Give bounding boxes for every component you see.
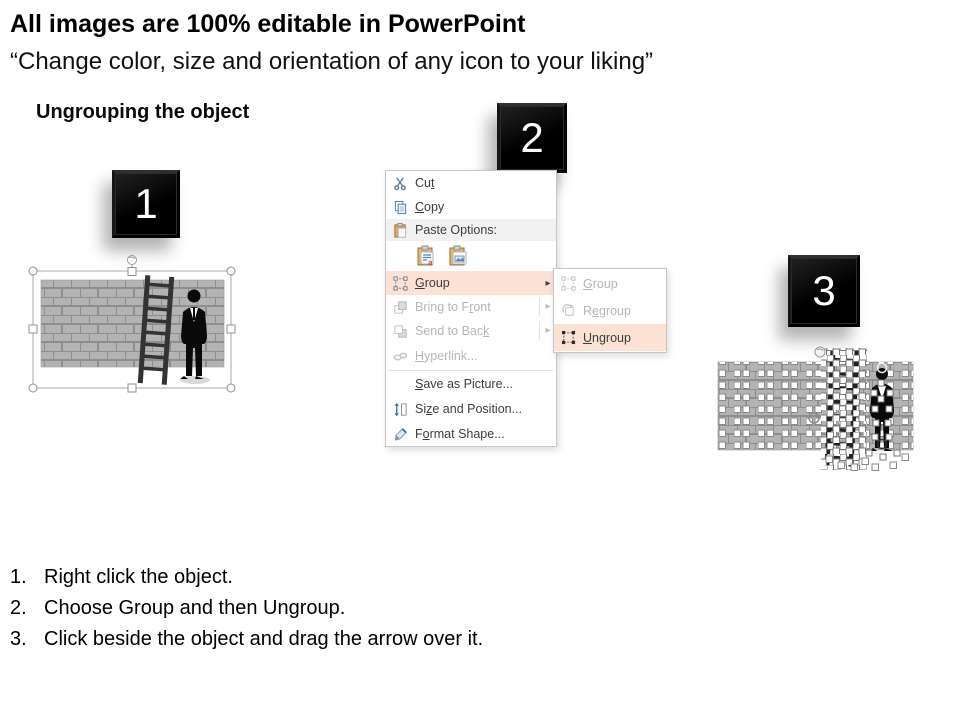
group-icon (391, 275, 409, 291)
instruction-item (10, 566, 483, 589)
send-to-back-submenu-arrow-icon: ▸ (539, 322, 556, 340)
context-menu (385, 170, 557, 447)
instruction-list (10, 566, 483, 659)
instruction-item (10, 597, 483, 620)
instruction-text: Choose Group and then Ungroup. (44, 597, 346, 619)
instruction-number: 2. (10, 597, 27, 619)
send-to-back-icon (391, 323, 409, 339)
save-as-picture-icon (391, 376, 409, 392)
instruction-item (10, 628, 483, 651)
paste-icon (391, 222, 409, 238)
bring-to-front-submenu-arrow-icon: ▸ (539, 298, 556, 316)
menu-item-save-as-picture[interactable]: Save as Picture... (386, 372, 556, 396)
submenu-item-regroup: Regroup (554, 297, 666, 324)
rotation-handle[interactable] (128, 256, 137, 269)
paste-as-picture-button[interactable] (447, 244, 471, 268)
menu-item-cut[interactable]: Cut (386, 171, 556, 195)
cut-icon (391, 175, 409, 191)
step-3-badge: 3 (788, 255, 860, 327)
menu-item-group[interactable]: Group ▸ (386, 271, 556, 295)
ungrouped-object-image[interactable] (710, 344, 922, 478)
instruction-number: 3. (10, 628, 27, 650)
step-1-badge: 1 (112, 170, 180, 238)
menu-item-send-to-back: Send to Back ▸ (386, 319, 556, 343)
ungrouped-ladder[interactable] (821, 348, 867, 470)
menu-separator (388, 370, 554, 371)
group-submenu (553, 268, 667, 353)
menu-item-hyperlink: Hyperlink... (386, 343, 556, 369)
copy-icon (391, 199, 409, 215)
submenu-group-icon (559, 276, 577, 292)
menu-item-paste-options: Paste Options: (386, 219, 556, 241)
submenu-regroup-icon (559, 303, 577, 319)
grouped-object-image[interactable] (26, 252, 238, 394)
paste-keep-formatting-button[interactable] (415, 244, 439, 268)
menu-item-copy[interactable]: Copy (386, 195, 556, 219)
step-2-badge: 2 (497, 103, 567, 173)
menu-item-size-and-position[interactable]: Size and Position... (386, 396, 556, 422)
submenu-ungroup-icon (559, 330, 577, 346)
hyperlink-icon (391, 348, 409, 364)
size-and-position-icon (391, 401, 409, 417)
group-submenu-arrow-icon: ▸ (545, 277, 551, 289)
page-title: All images are 100% editable in PowerPoint (10, 10, 526, 38)
instruction-number: 1. (10, 566, 27, 588)
svg-text:a: a (428, 258, 433, 267)
section-heading: Ungrouping the object (36, 101, 250, 123)
paste-options-row (386, 241, 556, 271)
submenu-item-ungroup[interactable]: Ungroup (554, 324, 666, 351)
instruction-text: Click beside the object and drag the arrow over it. (44, 628, 484, 650)
bring-to-front-icon (391, 299, 409, 315)
menu-item-format-shape[interactable]: Format Shape... (386, 422, 556, 446)
format-shape-icon (391, 426, 409, 442)
page-subtitle: “Change color, size and orientation of any icon to your liking” (10, 48, 654, 75)
instruction-text: Right click the object. (44, 566, 233, 588)
submenu-item-group: Group (554, 270, 666, 297)
menu-item-bring-to-front: Bring to Front ▸ (386, 295, 556, 319)
